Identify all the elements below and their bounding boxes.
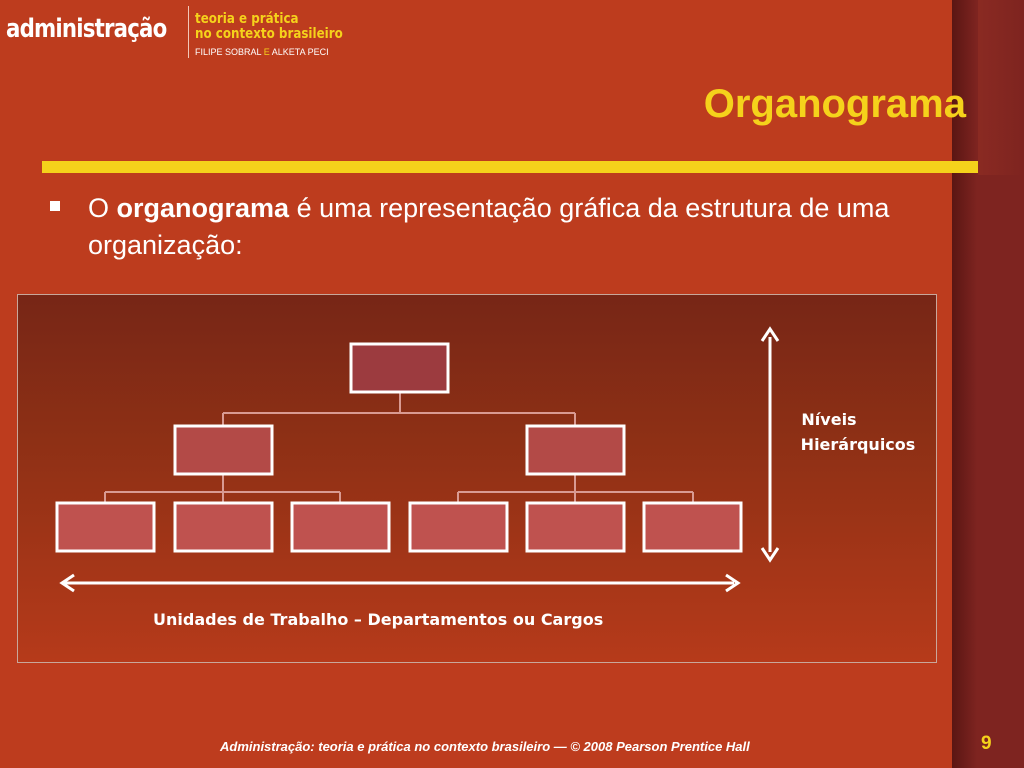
title-underline-bar xyxy=(42,161,978,173)
levels-label-line2: Hierárquicos xyxy=(800,435,916,454)
org-box-level2-left xyxy=(175,426,272,474)
logo-divider xyxy=(188,6,189,58)
author-1: FILIPE SOBRAL xyxy=(195,47,262,57)
author-ampersand: E xyxy=(263,47,270,57)
page-number: 9 xyxy=(981,733,992,754)
org-box-level3-4 xyxy=(410,503,507,551)
org-chart-svg xyxy=(18,295,938,664)
org-box-level3-5 xyxy=(527,503,624,551)
org-box-level2-right xyxy=(527,426,624,474)
logo-subtitle-line2: no contexto brasileiro xyxy=(195,26,343,42)
levels-arrow-icon xyxy=(762,329,778,560)
author-2: ALKETA PECI xyxy=(271,47,329,57)
footer-credit: Administração: teoria e prática no contexto brasileiro — © 2008 Pearson Prentice Hall xyxy=(220,739,750,754)
org-chart-diagram xyxy=(17,294,937,663)
org-box-level3-6 xyxy=(644,503,741,551)
bullet-rest: é uma representação gráfica da estrutura de uma organização: xyxy=(88,193,890,260)
org-box-level3-3 xyxy=(292,503,389,551)
bullet-keyword: organograma xyxy=(116,193,290,223)
org-box-top xyxy=(351,344,448,392)
org-box-level3-1 xyxy=(57,503,154,551)
org-box-level3-2 xyxy=(175,503,272,551)
units-label: Unidades de Trabalho – Departamentos ou Cargos xyxy=(153,610,604,629)
logo-subtitle-line1: teoria e prática xyxy=(195,11,299,27)
bullet-prefix: O xyxy=(88,193,117,223)
units-arrow-icon xyxy=(62,575,738,591)
logo-title: administração xyxy=(6,14,167,44)
bullet-text xyxy=(88,190,928,264)
bullet-square-icon xyxy=(50,201,60,211)
logo-authors xyxy=(195,47,329,57)
org-boxes xyxy=(57,344,741,551)
levels-label-line1: Níveis xyxy=(801,410,857,429)
right-side-band-top xyxy=(978,0,1024,175)
slide-title: Organograma xyxy=(703,82,966,126)
